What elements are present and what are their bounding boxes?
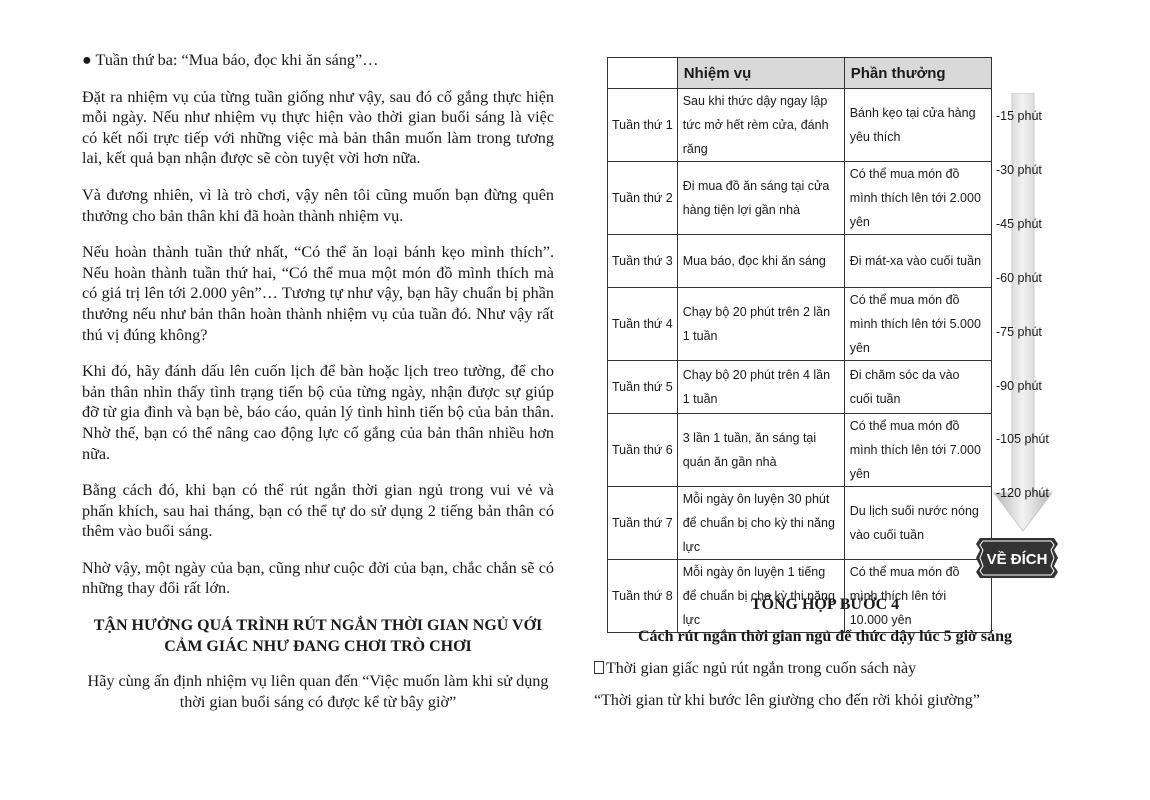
section-heading: TẬN HƯỞNG QUÁ TRÌNH RÚT NGẮN THỜI GIAN NGỦ VỚI CẢM GIÁC NHƯ ĐANG CHƠI TRÒ CHƠI bbox=[93, 617, 543, 656]
reward-cell: Có thể mua món đồ mình thích lên tới 10.000 yên bbox=[844, 560, 991, 633]
summary-line-1 bbox=[594, 660, 1060, 678]
reward-cell: Có thể mua món đồ mình thích lên tới 2.000 yên bbox=[844, 162, 991, 235]
week-cell: Tuần thứ 7 bbox=[608, 487, 678, 560]
week-cell: Tuần thứ 4 bbox=[608, 288, 678, 361]
bullet-week-3: ● Tuần thứ ba: “Mua báo, đọc khi ăn sáng”… bbox=[82, 51, 379, 69]
header-reward: Phần thưởng bbox=[844, 58, 991, 89]
reward-cell: Có thể mua món đồ mình thích lên tới 5.000 yên bbox=[844, 288, 991, 361]
table-row bbox=[608, 288, 992, 361]
paragraph-7: Hãy cùng ấn định nhiệm vụ liên quan đến “Việc muốn làm khi sử dụng thời gian buổi sáng có được kể từ bây giờ” bbox=[87, 672, 549, 711]
paragraph-1: Đặt ra nhiệm vụ của từng tuần giống như vậy, sau đó cố gắng thực hiện mỗi ngày. Nếu như nhiệm vụ thực hiện vào thời gian buổi sáng là việc có kết nối trực tiếp với những việc mà bản thân muốn làm trong tương lai, kết quả bạn nhận được sẽ còn tuyệt vời hơn nữa. bbox=[82, 87, 554, 168]
task-cell: Sau khi thức dậy ngay lập tức mở hết rèm cửa, đánh răng bbox=[677, 89, 844, 162]
task-cell: Mỗi ngày ôn luyện 1 tiếng để chuẩn bị cho kỳ thi năng lực bbox=[677, 560, 844, 633]
reward-cell: Du lịch suối nước nóng vào cuối tuần bbox=[844, 487, 991, 560]
table-row bbox=[608, 361, 992, 414]
week-cell: Tuần thứ 6 bbox=[608, 414, 678, 487]
task-cell: Đi mua đồ ăn sáng tại cửa hàng tiện lợi gần nhà bbox=[677, 162, 844, 235]
summary-subtitle: Cách rút ngắn thời gian ngủ để thức dậy lúc 5 giờ sáng bbox=[637, 628, 1013, 645]
minutes-label: -45 phút bbox=[996, 217, 1042, 231]
week-cell: Tuần thứ 2 bbox=[608, 162, 678, 235]
table-row bbox=[608, 487, 992, 560]
reward-cell: Đi chăm sóc da vào cuối tuần bbox=[844, 361, 991, 414]
minutes-label: -60 phút bbox=[996, 271, 1042, 285]
header-task: Nhiệm vụ bbox=[677, 58, 844, 89]
paragraph-2: Và đương nhiên, vì là trò chơi, vậy nên tôi cũng muốn bạn đừng quên thưởng cho bản thân khi đã hoàn thành nhiệm vụ. bbox=[82, 185, 554, 225]
task-cell: Mỗi ngày ôn luyện 30 phút để chuẩn bị cho kỳ thi năng lực bbox=[677, 487, 844, 560]
checkbox-icon bbox=[594, 661, 604, 674]
week-cell: Tuần thứ 1 bbox=[608, 89, 678, 162]
paragraph-4: Khi đó, hãy đánh dấu lên cuốn lịch để bàn hoặc lịch treo tường, để cho bản thân nhìn thấy tình trạng tiến bộ của từng ngày, nhận được sự giúp đỡ từ gia đình và bạn bè, báo cáo, quản lý tình hình tiến bộ của bản thân. Nhờ thế, bạn có thể nâng cao động lực cố gắng của bản thân nhiều hơn nữa. bbox=[82, 362, 554, 463]
weekly-task-table bbox=[607, 57, 992, 633]
paragraph-5: Bằng cách đó, khi bạn có thể rút ngắn thời gian ngủ trong vui vẻ và phấn khích, sau hai tháng, bạn có thể tự do sử dụng 2 tiếng bản thân có thêm vào buổi sáng. bbox=[82, 481, 554, 541]
minutes-label: -15 phút bbox=[996, 109, 1042, 123]
down-arrow-icon bbox=[990, 93, 1056, 533]
table-row bbox=[608, 414, 992, 487]
table-header-row bbox=[608, 58, 992, 89]
summary-box bbox=[590, 596, 1060, 724]
week-cell: Tuần thứ 5 bbox=[608, 361, 678, 414]
week-cell: Tuần thứ 3 bbox=[608, 235, 678, 288]
finish-label: VỀ ĐÍCH bbox=[986, 551, 1048, 568]
table-row bbox=[608, 162, 992, 235]
reward-cell: Bánh kẹo tại cửa hàng yêu thích bbox=[844, 89, 991, 162]
paragraph-6: Nhờ vậy, một ngày của bạn, cũng như cuộc đời của bạn, chắc chắn sẽ có những thay đổi rất lớn. bbox=[82, 558, 554, 598]
header-corner bbox=[608, 58, 678, 89]
summary-title: TỔNG HỢP BƯỚC 4 bbox=[750, 596, 900, 613]
table-row bbox=[608, 89, 992, 162]
summary-line-2: “Thời gian từ khi bước lên giường cho đến rời khỏi giường” bbox=[594, 692, 980, 709]
reward-cell: Có thể mua món đồ mình thích lên tới 7.000 yên bbox=[844, 414, 991, 487]
task-cell: Mua báo, đọc khi ăn sáng bbox=[677, 235, 844, 288]
minutes-label: -90 phút bbox=[996, 379, 1042, 393]
reward-cell: Đi mát-xa vào cuối tuần bbox=[844, 235, 991, 288]
task-cell: Chạy bộ 20 phút trên 4 lần 1 tuần bbox=[677, 361, 844, 414]
minutes-label: -75 phút bbox=[996, 325, 1042, 339]
left-column bbox=[82, 50, 554, 728]
finish-badge bbox=[974, 536, 1060, 580]
minutes-label: -120 phút bbox=[996, 486, 1049, 500]
task-cell: Chạy bộ 20 phút trên 2 lần 1 tuần bbox=[677, 288, 844, 361]
paragraph-3: Nếu hoàn thành tuần thứ nhất, “Có thể ăn loại bánh kẹo mình thích”. Nếu hoàn thành tuần thứ hai, “Có thể mua một món đồ mình thích mà có giá trị lên tới 2.000 yên”… Tương tự như vậy, bạn hãy chuẩn bị phần thưởng nếu như bản thân hoàn thành nhiệm vụ của tuần đó. Như vậy rất thú vị đúng không? bbox=[82, 243, 554, 344]
minutes-label: -30 phút bbox=[996, 163, 1042, 177]
task-cell: 3 lần 1 tuần, ăn sáng tại quán ăn gần nhà bbox=[677, 414, 844, 487]
summary-line-1-text: Thời gian giấc ngủ rút ngắn trong cuốn sách này bbox=[606, 660, 917, 677]
minutes-label: -105 phút bbox=[996, 432, 1049, 446]
table-row bbox=[608, 235, 992, 288]
week-cell: Tuần thứ 8 bbox=[608, 560, 678, 633]
